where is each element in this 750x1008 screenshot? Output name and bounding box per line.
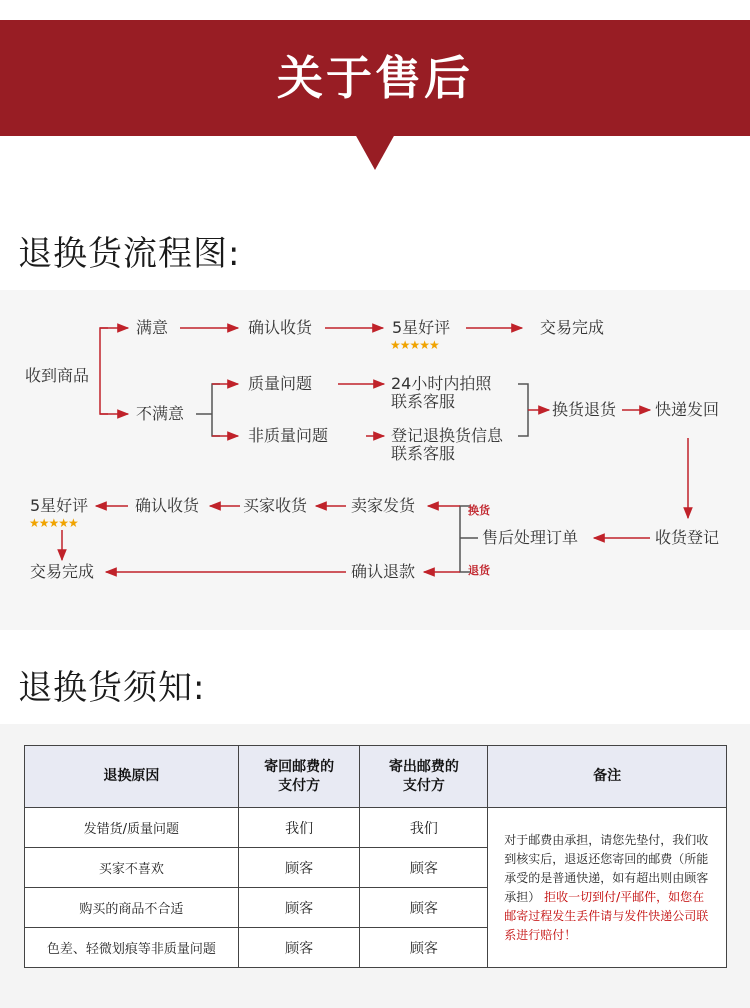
node-deal-done-top: 交易完成 — [540, 318, 605, 337]
node-non-quality-issue: 非质量问题 — [248, 426, 329, 445]
banner-pointer — [355, 134, 395, 170]
tag-exchange: 换货 — [468, 504, 490, 517]
node-after-sales-order: 售后处理订单 — [482, 528, 579, 547]
remark-warning-text: 拒收一切到付/平邮件，如您在邮寄过程发生丢件请与发件快递公司联系进行赔付！ — [504, 889, 709, 942]
node-express-back: 快递发回 — [655, 400, 720, 419]
node-register-line2: 联系客服 — [391, 444, 456, 463]
banner-title: 关于售后 — [277, 51, 473, 105]
remark-text: 对于邮费由承担，请您先垫付，我们收到核实后，退返还您寄回的邮费（所能承受的是普通快递，如有超出则由顾客承担） — [504, 832, 709, 904]
node-seller-ship: 卖家发货 — [351, 496, 416, 515]
table-row — [25, 808, 727, 848]
node-confirm-refund: 确认退款 — [351, 562, 416, 581]
header-send-out-line1: 寄出邮费的 — [388, 758, 459, 775]
connector-quality-bracket — [212, 384, 220, 436]
cell-send-out: 我们 — [360, 808, 488, 848]
cell-remark — [488, 808, 727, 968]
node-exchange-return: 换货退货 — [552, 400, 617, 419]
cell-reason: 发错货/质量问题 — [25, 808, 239, 848]
node-confirm-receipt-bottom: 确认收货 — [135, 496, 200, 515]
header-send-back — [238, 746, 360, 808]
notice-section-title: 退换货须知: — [18, 668, 206, 708]
cell-reason: 购买的商品不合适 — [25, 888, 239, 928]
notice-table — [24, 745, 727, 968]
tag-return: 退货 — [468, 564, 490, 577]
header-reason: 退换原因 — [25, 746, 239, 808]
flow-section-title: 退换货流程图: — [18, 234, 241, 274]
cell-reason: 色差、轻微划痕等非质量问题 — [25, 928, 239, 968]
header-send-back-line1: 寄回邮费的 — [264, 758, 335, 775]
connector-received-bracket — [100, 328, 108, 414]
node-received: 收到商品 — [25, 366, 90, 385]
node-confirm-receipt-top: 确认收货 — [248, 318, 313, 337]
cell-send-out: 顾客 — [360, 888, 488, 928]
rating-stars-top: ★★★★★ — [390, 338, 439, 352]
node-receipt-register: 收货登记 — [655, 528, 720, 547]
node-photo-line1: 24小时内拍照 — [391, 374, 492, 393]
rating-stars-bottom: ★★★★★ — [29, 516, 78, 530]
connector-info-bracket — [518, 384, 528, 436]
node-deal-done-bottom: 交易完成 — [30, 562, 95, 581]
cell-send-back: 顾客 — [238, 928, 360, 968]
cell-send-back: 顾客 — [238, 848, 360, 888]
node-quality-issue: 质量问题 — [248, 374, 313, 393]
header-send-back-line2: 支付方 — [278, 777, 321, 794]
node-unsatisfied: 不满意 — [136, 404, 185, 423]
cell-send-out: 顾客 — [360, 928, 488, 968]
cell-reason: 买家不喜欢 — [25, 848, 239, 888]
node-five-star-top: 5星好评 — [392, 318, 451, 337]
node-photo-line2: 联系客服 — [391, 392, 456, 411]
node-buyer-receive: 买家收货 — [243, 496, 308, 515]
header-send-out-line2: 支付方 — [402, 777, 445, 794]
cell-send-back: 我们 — [238, 808, 360, 848]
header-remark: 备注 — [488, 746, 727, 808]
header-send-out — [360, 746, 488, 808]
node-satisfied: 满意 — [136, 318, 169, 337]
node-register-line1: 登记退换货信息 — [391, 426, 504, 445]
cell-send-out: 顾客 — [360, 848, 488, 888]
node-five-star-bottom: 5星好评 — [30, 496, 89, 515]
table-header-row — [25, 746, 727, 808]
cell-send-back: 顾客 — [238, 888, 360, 928]
